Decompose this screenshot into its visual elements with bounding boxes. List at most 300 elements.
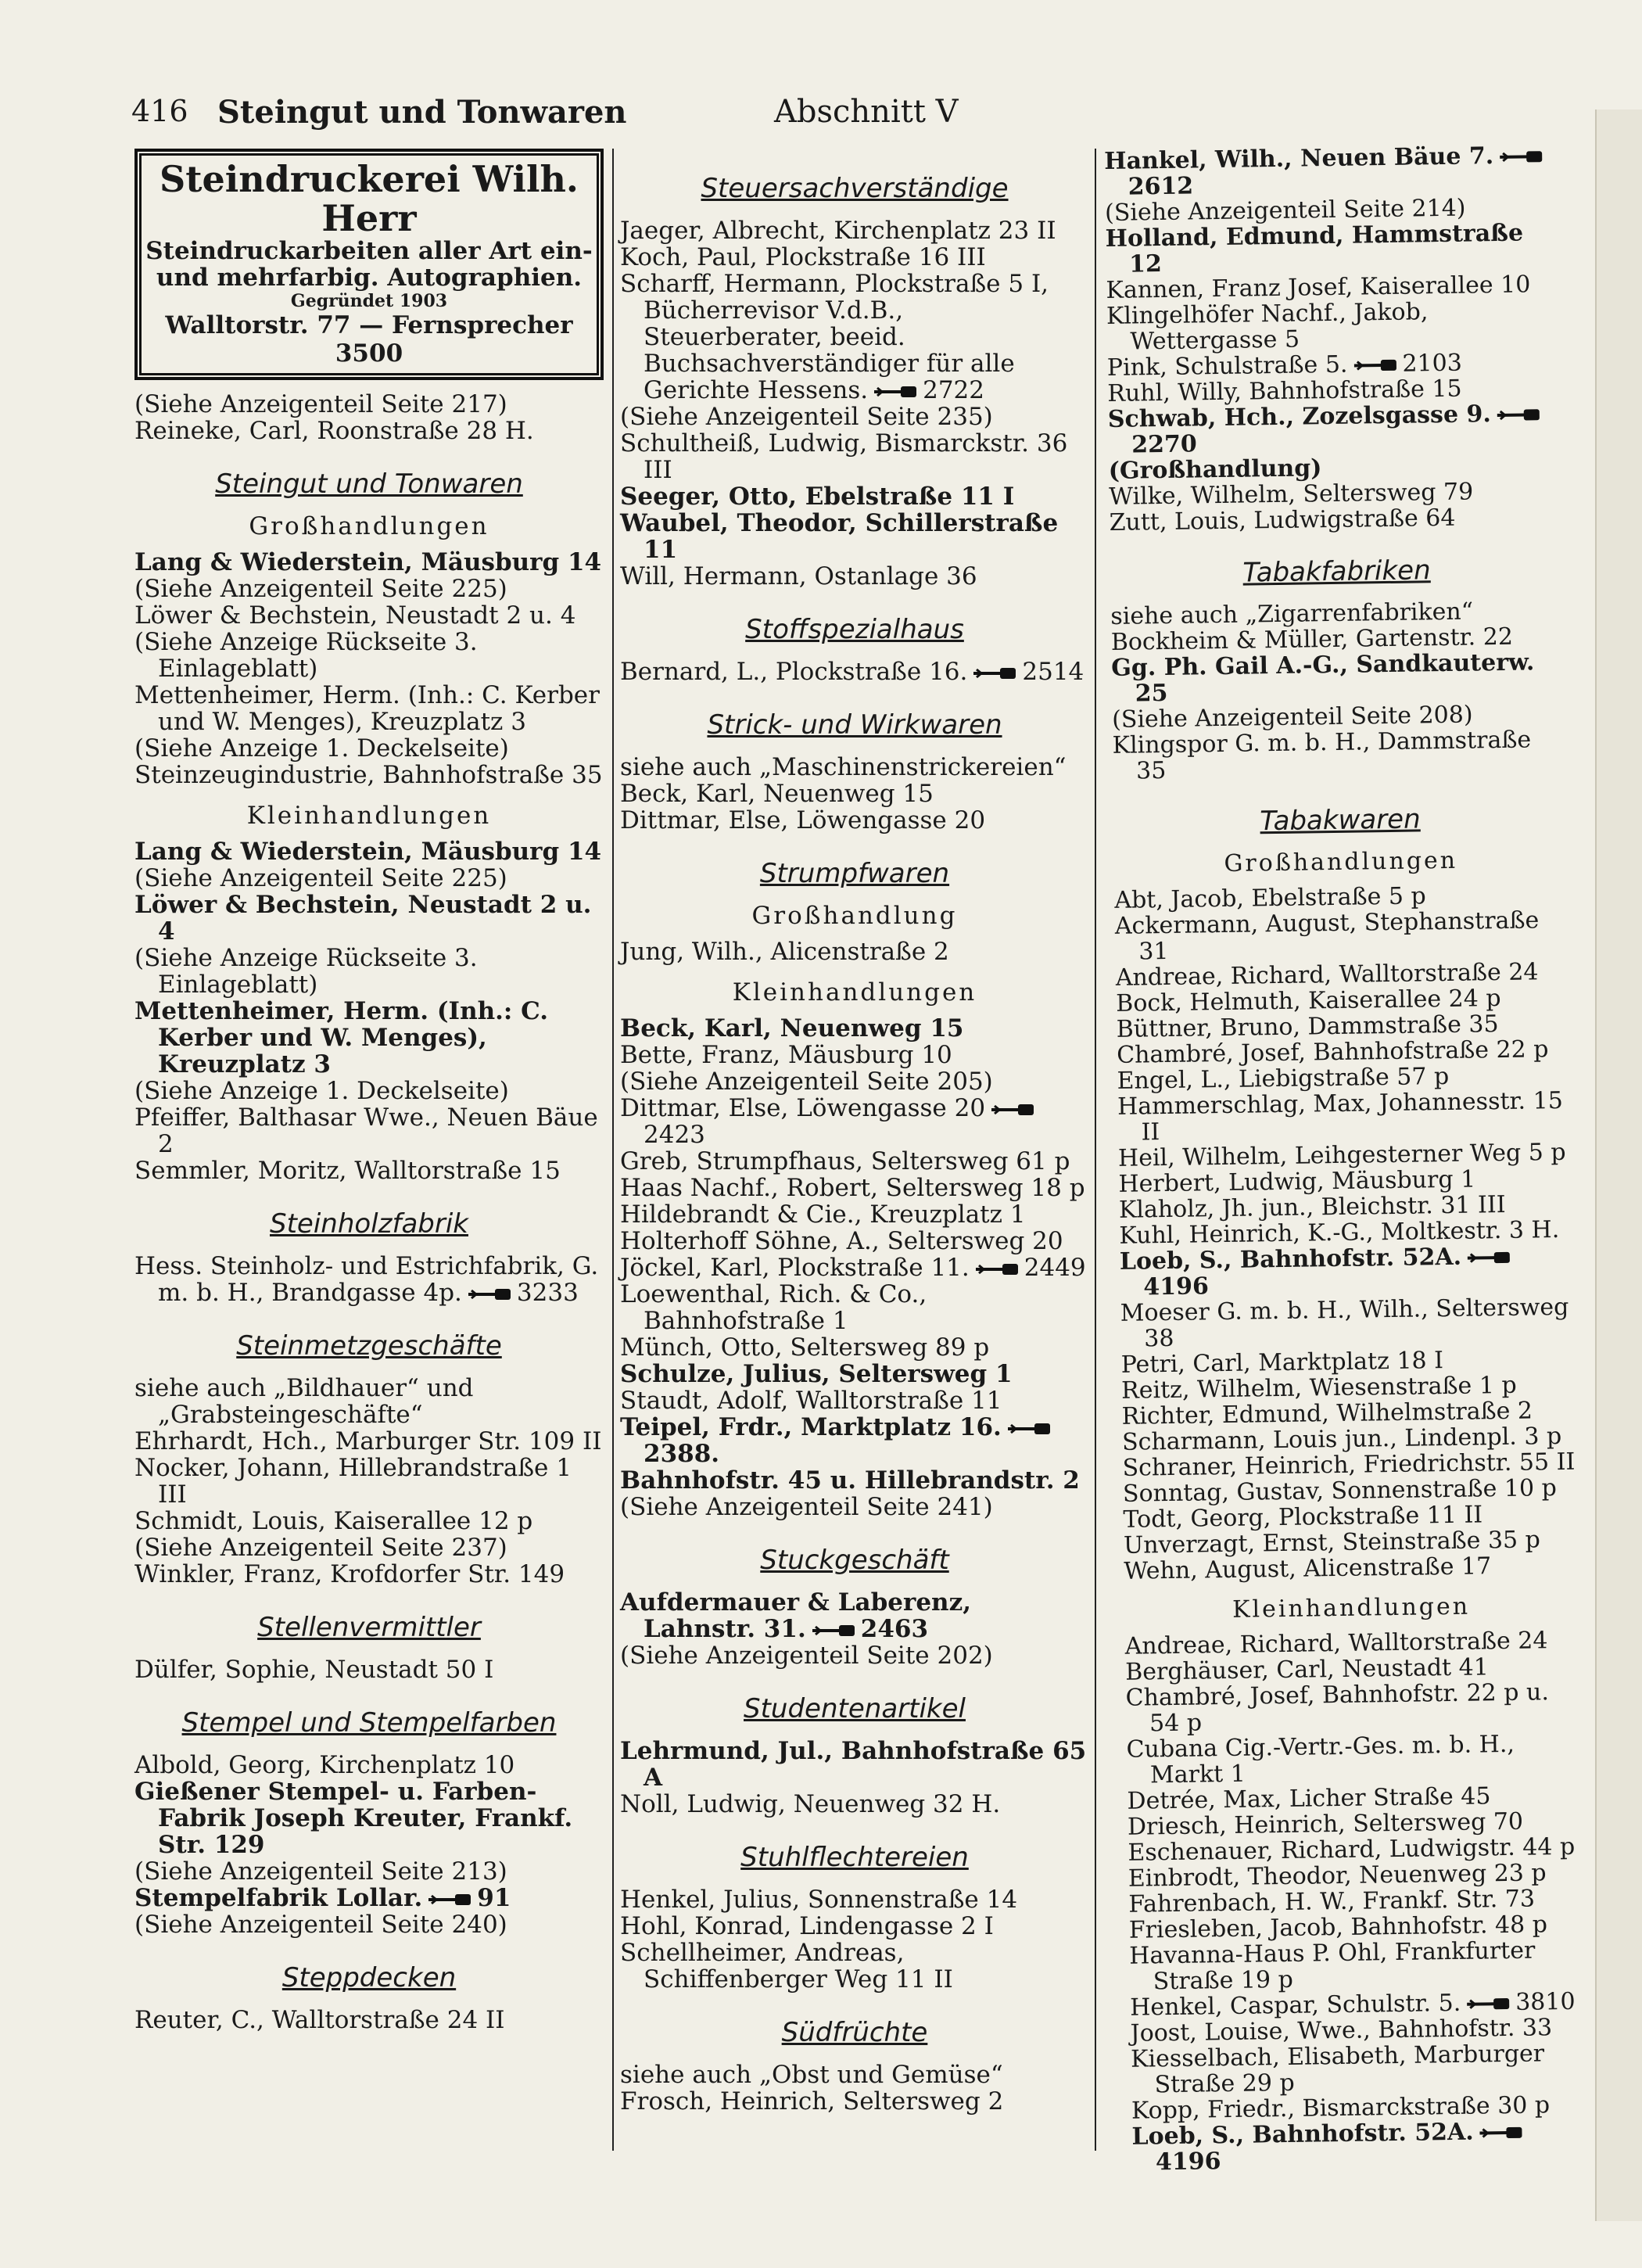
entry-text: siehe auch „Zigarrenfabriken“	[1110, 598, 1474, 630]
entry-text: Ackermann, August, Stephanstraße 31	[1114, 906, 1540, 966]
entry-text: Steinholzfabrik	[270, 1208, 468, 1240]
category-heading	[1113, 805, 1567, 837]
directory-entry	[134, 892, 604, 945]
directory-entry	[134, 838, 604, 865]
directory-entry	[134, 1375, 604, 1428]
entry-text: Semmler, Moritz, Walltorstraße 15	[134, 1157, 561, 1185]
entry-text: Frosch, Heinrich, Seltersweg 2	[620, 2087, 1004, 2115]
directory-entry	[1117, 1036, 1570, 1068]
entry-text: Fahrenbach, H. W., Frankf. Str. 73	[1128, 1885, 1536, 1918]
phone-number: 2612	[1128, 172, 1194, 201]
entry-text: Aufdermauer & Laberenz, Lahnstr. 31.	[620, 1588, 971, 1643]
directory-entry	[134, 945, 604, 998]
entry-text: Schraner, Heinrich, Friedrichstr. 55 II	[1122, 1448, 1576, 1482]
entry-text: (Siehe Anzeigenteil Seite 208)	[1111, 701, 1473, 734]
entry-text: Strumpfwaren	[759, 858, 950, 889]
entry-text: Reitz, Wilhelm, Wiesenstraße 1 p	[1120, 1371, 1517, 1405]
telephone-icon	[811, 1624, 856, 1638]
entry-text: (Siehe Anzeige Rückseite 3. Einlageblatt)	[134, 944, 478, 999]
entry-text: Lang & Wiederstein, Mäusburg 14	[134, 548, 602, 576]
telephone-icon	[1006, 1422, 1052, 1436]
entry-text: Kleinhandlungen	[246, 802, 492, 830]
entry-text: Münch, Otto, Seltersweg 89 p	[620, 1333, 990, 1362]
entry-text: Hankel, Wilh., Neuen Bäue 7.	[1103, 142, 1494, 175]
entry-text: Lang & Wiederstein, Mäusburg 14	[134, 838, 602, 866]
directory-entry	[620, 1095, 1089, 1148]
directory-entry	[134, 762, 604, 788]
entry-text: Loeb, S., Bahnhofstr. 52A.	[1131, 2118, 1474, 2151]
running-head: Steingut und Tonwaren	[217, 94, 627, 131]
entry-text: Holterhoff Söhne, A., Seltersweg 20	[620, 1227, 1063, 1255]
entry-text: Reineke, Carl, Roonstraße 28 H.	[134, 417, 534, 445]
entry-text: (Siehe Anzeigenteil Seite 241)	[620, 1493, 993, 1521]
category-heading	[134, 468, 604, 500]
directory-entry	[620, 510, 1089, 563]
directory-entry	[1112, 727, 1566, 784]
directory-entry	[134, 1534, 604, 1561]
category-heading	[620, 709, 1089, 741]
directory-entry	[134, 576, 604, 602]
entry-text: Steuersachverständige	[701, 173, 1009, 204]
directory-entry	[620, 1940, 1089, 1993]
entry-text: Driesch, Heinrich, Seltersweg 70	[1127, 1807, 1524, 1841]
entry-text: Hildebrandt & Cie., Kreuzplatz 1	[620, 1200, 1026, 1229]
page-number: 416	[131, 94, 188, 128]
entry-text: Nocker, Johann, Hillebrandstraße 1 III	[134, 1454, 572, 1509]
entry-text: Stempel und Stempelfarben	[181, 1707, 557, 1739]
entry-text: (Siehe Anzeige Rückseite 3. Einlageblatt)	[134, 628, 478, 683]
directory-entry	[620, 217, 1089, 244]
entry-text: Detrée, Max, Licher Straße 45	[1127, 1782, 1491, 1815]
column-rule	[612, 149, 614, 2151]
entry-text: (Siehe Anzeigenteil Seite 202)	[620, 1642, 993, 1670]
entry-text: (Siehe Anzeige 1. Deckelseite)	[134, 734, 509, 763]
directory-entry	[620, 2062, 1089, 2088]
phone-number: 3233	[516, 1279, 579, 1307]
ad-address: Walltorstr. 77 — Fernsprecher 3500	[165, 311, 573, 368]
telephone-icon	[1496, 407, 1541, 422]
subheading	[620, 903, 1089, 929]
column-3	[1104, 142, 1586, 2176]
entry-text: Kleinhandlungen	[1232, 1592, 1471, 1624]
entry-text: Löwer & Bechstein, Neustadt 2 u. 4	[134, 601, 576, 630]
directory-entry	[620, 807, 1089, 834]
directory-entry	[1131, 2040, 1585, 2098]
category-heading	[1110, 556, 1563, 588]
directory-entry	[1125, 1627, 1579, 1660]
entry-text: Großhandlungen	[1224, 846, 1458, 877]
telephone-icon	[1479, 2126, 1524, 2141]
directory-entry	[134, 1561, 604, 1588]
entry-text: Südfrüchte	[781, 2017, 928, 2048]
entry-text: Kuhl, Heinrich, K.-G., Moltkestr. 3 H.	[1119, 1216, 1560, 1250]
ad-company-name: Steindruckerei Wilh. Herr	[160, 158, 579, 239]
entry-text: Loewenthal, Rich. & Co., Bahnhofstraße 1	[620, 1280, 927, 1335]
subheading	[1114, 846, 1568, 878]
phone-number: 2722	[923, 376, 985, 404]
advertisement-box	[134, 149, 604, 380]
directory-entry	[134, 735, 604, 762]
entry-text: Friesleben, Jacob, Bahnhofstr. 48 p	[1128, 1911, 1548, 1944]
telephone-icon	[1466, 1251, 1511, 1265]
directory-entry	[1124, 1552, 1577, 1584]
entry-text: Bahnhofstr. 45 u. Hillebrandstr. 2	[620, 1466, 1080, 1495]
telephone-icon	[467, 1287, 512, 1301]
entry-text: (Siehe Anzeige 1. Deckelseite)	[134, 1077, 509, 1105]
subheading	[134, 802, 604, 829]
directory-entry	[134, 998, 604, 1078]
directory-entry	[1116, 959, 1569, 991]
entry-text: Chambré, Josef, Bahnhofstraße 22 p	[1116, 1035, 1549, 1069]
entry-text: Seeger, Otto, Ebelstraße 11 I	[620, 483, 1015, 511]
subheading	[620, 979, 1089, 1006]
directory-entry	[134, 682, 604, 735]
category-heading	[620, 1844, 1089, 1871]
entry-text: Einbrodt, Theodor, Neuenweg 23 p	[1128, 1859, 1547, 1893]
entry-text: Sonntag, Gustav, Sonnenstraße 10 p	[1122, 1474, 1558, 1508]
category-heading	[620, 616, 1089, 643]
telephone-icon	[1465, 1997, 1511, 2011]
directory-entry	[620, 1254, 1089, 1281]
phone-number: 2388.	[644, 1440, 720, 1468]
directory-entry	[134, 602, 604, 629]
entry-text: (Siehe Anzeigenteil Seite 240)	[134, 1911, 507, 1939]
category-heading	[620, 860, 1089, 887]
directory-entry	[134, 1885, 604, 1911]
directory-entry	[620, 1148, 1089, 1175]
phone-number: 4196	[1155, 2148, 1221, 2176]
directory-entry	[620, 1589, 1089, 1642]
entry-text: Henkel, Caspar, Schulstr. 5.	[1129, 1989, 1461, 2022]
entry-text: Steinmetzgeschäfte	[236, 1330, 502, 1362]
entry-text: Unverzagt, Ernst, Steinstraße 35 p	[1123, 1526, 1541, 1559]
entry-text: Petri, Carl, Marktplatz 18 I	[1120, 1347, 1444, 1379]
directory-entry	[620, 563, 1089, 590]
directory-entry	[1123, 1475, 1576, 1507]
directory-entry	[134, 1455, 604, 1508]
phone-number: 2103	[1402, 349, 1463, 378]
entry-text: (Siehe Anzeigenteil Seite 237)	[134, 1534, 507, 1562]
entry-text: Hammerschlag, Max, Johannesstr. 15 II	[1117, 1086, 1564, 1147]
entry-text: Tabakfabriken	[1242, 554, 1431, 589]
phone-number: 2270	[1131, 430, 1198, 459]
category-heading	[620, 2019, 1089, 2046]
directory-entry	[1125, 1679, 1579, 1737]
entry-text: Havanna-Haus P. Ohl, Frankfurter Straße 19 p	[1129, 1936, 1536, 1996]
directory-entry	[134, 1157, 604, 1184]
directory-entry	[1129, 1937, 1583, 1995]
entry-text: Staudt, Adolf, Walltorstraße 11	[620, 1387, 1002, 1415]
entry-text: Bockheim & Müller, Gartenstr. 22	[1110, 623, 1514, 656]
entry-text: Bock, Helmuth, Kaiserallee 24 p	[1116, 985, 1501, 1017]
directory-entry	[134, 1778, 604, 1858]
directory-entry	[1120, 1294, 1575, 1352]
entry-text: Reuter, C., Walltorstraße 24 II	[134, 2006, 505, 2034]
entry-text: Großhandlung	[751, 902, 958, 930]
directory-entry	[620, 1913, 1089, 1940]
directory-entry	[134, 391, 604, 418]
entry-text: Jaeger, Albrecht, Kirchenplatz 23 II	[620, 217, 1056, 245]
entry-text: (Siehe Anzeigenteil Seite 225)	[134, 575, 507, 603]
category-heading	[620, 175, 1089, 202]
telephone-icon	[427, 1893, 472, 1907]
directory-entry	[1131, 2118, 1586, 2176]
entry-text: Koch, Paul, Plockstraße 16 III	[620, 243, 986, 271]
entry-text: Mettenheimer, Herm. (Inh.: C. Kerber und W. Menges), Kreuzplatz 3	[134, 997, 549, 1078]
directory-entry	[1117, 1088, 1572, 1146]
directory-entry	[1109, 504, 1562, 536]
phone-number: 2423	[644, 1121, 705, 1149]
directory-entry	[620, 781, 1089, 807]
entry-text: Pink, Schulstraße 5.	[1106, 350, 1348, 382]
directory-entry	[620, 1015, 1089, 1042]
entry-text: Holland, Edmund, Hammstraße 12	[1105, 219, 1524, 278]
entry-text: Kopp, Friedr., Bismarckstraße 30 p	[1131, 2091, 1551, 2125]
telephone-icon	[972, 666, 1017, 680]
directory-entry	[134, 1508, 604, 1534]
entry-text: Büttner, Bruno, Dammstraße 35	[1116, 1010, 1499, 1043]
directory-entry	[620, 1068, 1089, 1095]
telephone-icon	[873, 385, 918, 399]
subheading	[1124, 1592, 1578, 1624]
abschnitt-label: Abschnitt V	[774, 94, 959, 130]
directory-entry	[620, 938, 1089, 965]
category-heading	[620, 1693, 1089, 1724]
directory-entry	[620, 1738, 1089, 1791]
entry-text: Großhandlungen	[249, 512, 489, 540]
entry-text: Henkel, Julius, Sonnenstraße 14	[620, 1886, 1018, 1914]
entry-text: (Siehe Anzeigenteil Seite 217)	[134, 390, 507, 418]
entry-text: Steingut und Tonwaren	[215, 468, 523, 500]
directory-entry	[134, 418, 604, 444]
page-header	[131, 94, 1515, 141]
directory-entry	[620, 1281, 1089, 1334]
entry-text: (Siehe Anzeigenteil Seite 235)	[620, 403, 993, 431]
entry-text: Joost, Louise, Wwe., Bahnhofstr. 33	[1130, 2014, 1553, 2047]
category-heading	[134, 1707, 604, 1739]
entry-text: Stoffspezialhaus	[745, 614, 964, 645]
entry-text: (Siehe Anzeigenteil Seite 213)	[134, 1857, 507, 1886]
directory-entry	[1104, 142, 1558, 200]
directory-entry	[620, 1791, 1089, 1818]
entry-text: Pfeiffer, Balthasar Wwe., Neuen Bäue 2	[134, 1103, 598, 1158]
entry-text: Haas Nachf., Robert, Seltersweg 18 p	[620, 1174, 1085, 1202]
entry-text: Hess. Steinholz- und Estrichfabrik, G. m. b. H., Brandgasse 4p.	[134, 1252, 599, 1307]
entry-text: Mettenheimer, Herm. (Inh.: C. Kerber und W. Menges), Kreuzplatz 3	[134, 681, 600, 736]
directory-entry	[620, 1414, 1089, 1467]
entry-text: Jöckel, Karl, Plockstraße 11.	[620, 1254, 970, 1282]
directory-entry	[1106, 297, 1561, 355]
phone-number: 2463	[860, 1615, 929, 1643]
entry-text: Ruhl, Willy, Bahnhofstraße 15	[1107, 375, 1462, 407]
phone-number: 3810	[1515, 1987, 1576, 2016]
directory-entry	[134, 2007, 604, 2033]
entry-text: Winkler, Franz, Krofdorfer Str. 149	[134, 1560, 565, 1588]
entry-text: Steinzeugindustrie, Bahnhofstraße 35	[134, 761, 603, 789]
entry-text: siehe auch „Maschinenstrickereien“	[620, 753, 1067, 781]
directory-entry	[620, 1334, 1089, 1361]
directory-entry	[1115, 907, 1569, 965]
directory-entry	[620, 271, 1089, 404]
directory-entry	[134, 1078, 604, 1104]
directory-entry	[620, 244, 1089, 271]
telephone-icon	[1352, 358, 1397, 373]
entry-text: Abt, Jacob, Ebelstraße 5 p	[1114, 882, 1426, 914]
entry-text: Ehrhardt, Hch., Marburger Str. 109 II	[134, 1427, 602, 1455]
entry-text: Klingelhöfer Nachf., Jakob, Wettergasse 5	[1106, 298, 1429, 356]
entry-text: Schellheimer, Andreas, Schiffenberger Weg 11 II	[620, 1939, 953, 1993]
directory-entry	[620, 2088, 1089, 2115]
entry-text: Engel, L., Liebigstraße 57 p	[1117, 1062, 1450, 1095]
entry-text: Hohl, Konrad, Lindengasse 2 I	[620, 1912, 994, 1940]
directory-entry	[620, 430, 1089, 483]
column-2	[620, 149, 1089, 2115]
entry-text: Kleinhandlungen	[732, 978, 977, 1007]
entry-text: Schultheiß, Ludwig, Bismarckstr. 36 III	[620, 429, 1068, 484]
directory-entry	[1106, 271, 1559, 303]
directory-entry	[134, 865, 604, 892]
entry-text: Dittmar, Else, Löwengasse 20	[620, 1094, 986, 1122]
directory-entry	[1111, 649, 1565, 707]
telephone-icon	[1498, 149, 1543, 164]
directory-entry	[620, 754, 1089, 781]
phone-number: 91	[477, 1884, 511, 1912]
entry-text: Stellenvermittler	[257, 1612, 481, 1643]
directory-entry	[620, 1494, 1089, 1520]
directory-entry	[620, 1642, 1089, 1669]
directory-entry	[134, 629, 604, 682]
directory-entry	[620, 1228, 1089, 1254]
directory-entry	[134, 1858, 604, 1885]
category-heading	[134, 1208, 604, 1240]
entry-text: Stuhlflechtereien	[740, 1842, 969, 1873]
directory-entry	[1124, 1527, 1577, 1559]
entry-text: Wehn, August, Alicenstraße 17	[1124, 1552, 1492, 1585]
entry-text: Löwer & Bechstein, Neustadt 2 u. 4	[134, 891, 592, 946]
entry-text: Loeb, S., Bahnhofstr. 52A.	[1119, 1243, 1462, 1276]
directory-entry	[620, 1175, 1089, 1201]
directory-entry	[620, 1042, 1089, 1068]
entry-text: Kannen, Franz Josef, Kaiserallee 10	[1106, 271, 1531, 304]
entry-text: (Siehe Anzeigenteil Seite 225)	[134, 864, 507, 892]
column-rule	[1095, 149, 1096, 2151]
directory-entry	[620, 1467, 1089, 1494]
entry-text: Will, Hermann, Ostanlage 36	[620, 562, 977, 590]
entry-text: siehe auch „Bildhauer“ und „Grabsteingeschäfte“	[134, 1374, 474, 1429]
entry-text: Tabakwaren	[1260, 803, 1421, 838]
entry-text: Stuckgeschäft	[760, 1545, 949, 1576]
entry-text: Klingspor G. m. b. H., Dammstraße 35	[1112, 726, 1532, 785]
subheading	[134, 513, 604, 540]
directory-entry	[134, 1428, 604, 1455]
entry-text: Heil, Wilhelm, Leihgesterner Weg 5 p	[1117, 1138, 1566, 1172]
entry-text: Gg. Ph. Gail A.-G., Sandkauterw. 25	[1111, 648, 1535, 708]
entry-text: Noll, Ludwig, Neuenweg 32 H.	[620, 1790, 1001, 1818]
category-heading	[620, 1547, 1089, 1574]
entry-text: Zutt, Louis, Ludwigstraße 64	[1109, 504, 1456, 536]
category-heading	[134, 1962, 604, 1993]
directory-entry	[134, 1656, 604, 1683]
category-heading	[134, 1330, 604, 1362]
entry-text: Moeser G. m. b. H., Wilh., Seltersweg 38	[1120, 1293, 1569, 1353]
entry-text: Klaholz, Jh. jun., Bleichstr. 31 III	[1118, 1190, 1506, 1224]
entry-text: Schwab, Hch., Zozelsgasse 9.	[1107, 400, 1492, 433]
ad-founded: Gegründet 1903	[290, 291, 448, 311]
directory-entry	[620, 483, 1089, 510]
entry-text: Jung, Wilh., Alicenstraße 2	[620, 938, 949, 966]
directory-entry	[1118, 1139, 1572, 1172]
entry-text: Andreae, Richard, Walltorstraße 24	[1115, 958, 1539, 992]
directory-entry	[134, 1752, 604, 1778]
entry-text: Dittmar, Else, Löwengasse 20	[620, 806, 986, 834]
directory-entry	[134, 1253, 604, 1306]
entry-text: Bette, Franz, Mäusburg 10	[620, 1041, 952, 1069]
column-1-entries	[134, 391, 604, 2033]
directory-entry	[620, 659, 1089, 685]
entry-text: Scharmann, Louis jun., Lindenpl. 3 p	[1121, 1422, 1562, 1456]
entry-text: Steppdecken	[281, 1962, 457, 1993]
entry-text: Schulze, Julius, Seltersweg 1	[620, 1360, 1013, 1388]
entry-text: (Großhandlung)	[1108, 454, 1322, 485]
directory-entry	[620, 1361, 1089, 1387]
telephone-icon	[974, 1262, 1020, 1276]
entry-text: Herbert, Ludwig, Mäusburg 1	[1118, 1165, 1476, 1198]
entry-text: Wilke, Wilhelm, Seltersweg 79	[1108, 478, 1474, 511]
entry-text: Eschenauer, Richard, Ludwigstr. 44 p	[1128, 1832, 1576, 1867]
entry-text: Greb, Strumpfhaus, Seltersweg 61 p	[620, 1147, 1070, 1175]
adjacent-page-edge	[1595, 109, 1642, 2221]
directory-entry	[1108, 400, 1562, 458]
entry-text: Albold, Georg, Kirchenplatz 10	[134, 1751, 515, 1779]
phone-number: 2449	[1024, 1254, 1086, 1282]
entry-text: Schmidt, Louis, Kaiserallee 12 p	[134, 1507, 533, 1535]
directory-entry	[620, 1886, 1089, 1913]
telephone-icon	[990, 1103, 1035, 1117]
phone-number: 2514	[1022, 658, 1085, 686]
directory-entry	[134, 1104, 604, 1157]
ad-description: Steindruckarbeiten aller Art ein- und mehrfarbig. Autographien.	[145, 237, 593, 292]
entry-text: Bernard, L., Plockstraße 16.	[620, 658, 968, 686]
entry-text: Teipel, Frdr., Marktplatz 16.	[620, 1413, 1002, 1441]
phone-number: 4196	[1143, 1272, 1210, 1301]
entry-text: Lehrmund, Jul., Bahnhofstraße 65 A	[620, 1737, 1087, 1792]
entry-text: Waubel, Theodor, Schillerstraße 11	[620, 509, 1059, 564]
entry-text: Berghäuser, Carl, Neustadt 41	[1124, 1653, 1490, 1686]
entry-text: Strick- und Wirkwaren	[707, 709, 1002, 741]
entry-text: Andreae, Richard, Walltorstraße 24	[1124, 1627, 1548, 1660]
entry-text: Gießener Stempel- u. Farben-Fabrik Joseph Kreuter, Frankf. Str. 129	[134, 1778, 573, 1859]
entry-text: Kiesselbach, Elisabeth, Marburger Straße 29 p	[1130, 2040, 1545, 2099]
entry-text: siehe auch „Obst und Gemüse“	[620, 2061, 1003, 2089]
entry-text: Dülfer, Sophie, Neustadt 50 I	[134, 1656, 494, 1684]
entry-text: Scharff, Hermann, Plockstraße 5 I, Bücherrevisor V.d.B., Steuerberater, beeid. Buchsachverständiger für alle Gerichte Hessens.	[620, 270, 1049, 404]
entry-text: Richter, Edmund, Wilhelmstraße 2	[1121, 1397, 1533, 1430]
directory-entry	[620, 404, 1089, 430]
directory-entry	[134, 549, 604, 576]
entry-text: Beck, Karl, Neuenweg 15	[620, 780, 934, 808]
directory-entry	[134, 1911, 604, 1938]
category-heading	[134, 1614, 604, 1641]
entry-text: Beck, Karl, Neuenweg 15	[620, 1014, 964, 1042]
entry-text: Stempelfabrik Lollar.	[134, 1884, 423, 1912]
directory-entry	[1126, 1731, 1580, 1789]
directory-entry	[620, 1201, 1089, 1228]
directory-entry	[620, 1387, 1089, 1414]
directory-entry	[1120, 1243, 1574, 1301]
entry-text: (Siehe Anzeigenteil Seite 214)	[1104, 194, 1466, 227]
entry-text: Cubana Cig.-Vertr.-Ges. m. b. H., Markt 1	[1126, 1730, 1515, 1789]
entry-text: Studentenartikel	[744, 1693, 966, 1724]
